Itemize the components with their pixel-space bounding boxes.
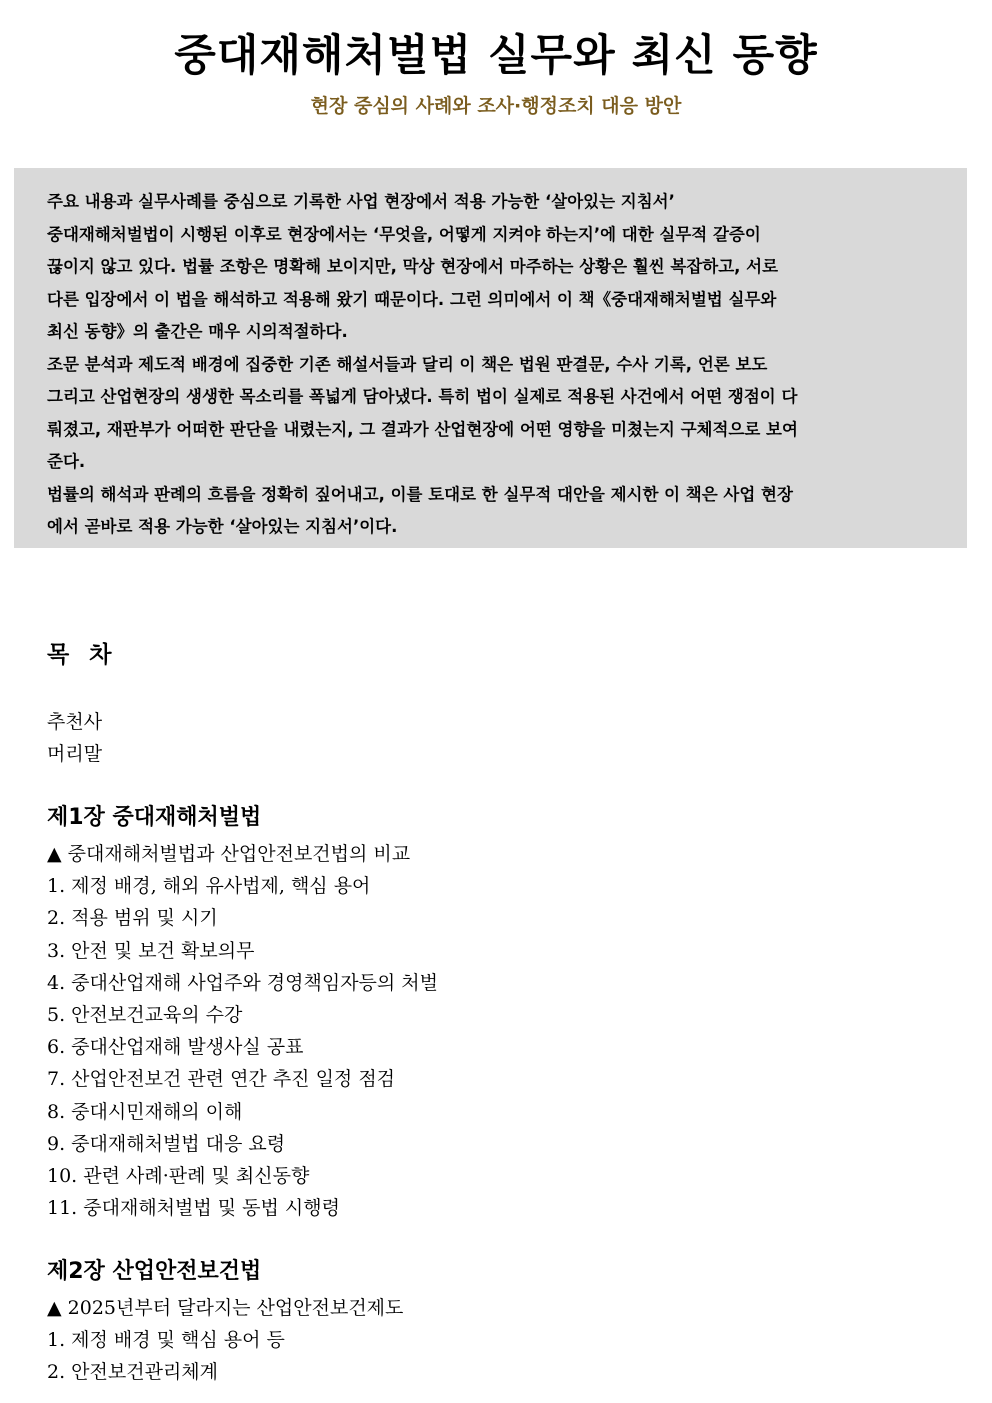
toc-item[interactable]: 11. 중대재해처벌법 및 동법 시행령 [47,1197,340,1220]
summary-box [14,168,967,548]
toc-chapter-1 [47,800,438,1224]
toc-item[interactable]: 1. 제정 배경, 해외 유사법제, 핵심 용어 [47,875,371,898]
toc-item[interactable]: 2. 적용 범위 및 시기 [47,907,218,930]
toc-item[interactable]: 2. 안전보건관리체계 [47,1361,218,1384]
document-title: 중대재해처벌법 실무와 최신 동향 [174,31,818,81]
toc-item[interactable]: ▲ 2025년부터 달라지는 산업안전보건제도 [47,1297,404,1319]
toc-item-foreword[interactable]: 추천사 [47,711,103,733]
toc-chapter-2 [47,1254,403,1389]
summary-line: 주요 내용과 실무사례를 중심으로 기록한 사업 현장에서 적용 가능한 ‘살아있는 지침서’ [47,192,675,211]
toc-item[interactable]: 3. 안전 및 보건 확보의무 [47,939,255,962]
document-subtitle: 현장 중심의 사례와 조사·행정조치 대응 방안 [310,95,682,117]
chapter-title[interactable]: 제1장 중대재해처벌법 [47,805,262,830]
toc-item[interactable]: 1. 제정 배경 및 핵심 용어 등 [47,1329,285,1352]
chapter-items [47,1292,403,1389]
summary-line: 뤄졌고, 재판부가 어떠한 판단을 내렸는지, 그 결과가 산업현장에 어떤 영향을 미쳤는지 구체적으로 보여 [47,419,798,439]
chapter-title[interactable]: 제2장 산업안전보건법 [47,1259,262,1284]
toc-item[interactable]: 10. 관련 사례·판례 및 최신동향 [47,1165,310,1188]
chapter-items [47,838,438,1224]
summary-line: 조문 분석과 제도적 배경에 집중한 기존 해설서들과 달리 이 책은 법원 판결문, 수사 기록, 언론 보도 [47,354,768,374]
summary-line: 법률의 해석과 판례의 흐름을 정확히 짚어내고, 이를 토대로 한 실무적 대안을 제시한 이 책은 사업 현장 [47,484,793,504]
summary-line: 끊이지 않고 있다. 법률 조항은 명확해 보이지만, 막상 현장에서 마주하는 상황은 훨씬 복잡하고, 서로 [47,257,779,276]
summary-line: 중대재해처벌법이 시행된 이후로 현장에서는 ‘무엇을, 어떻게 지켜야 하는지’에 대한 실무적 갈증이 [47,224,761,244]
toc-heading: 목 차 [47,642,118,668]
toc-item[interactable]: 8. 중대시민재해의 이해 [47,1100,243,1123]
toc-front-matter [47,706,102,770]
summary-line: 준다. [47,452,86,471]
summary-line: 다른 입장에서 이 법을 해석하고 적용해 왔기 때문이다. 그런 의미에서 이 책《중대재해처벌법 실무와 [47,289,777,309]
summary-line: 그리고 산업현장의 생생한 목소리를 폭넓게 담아냈다. 특히 법이 실제로 적용된 사건에서 어떤 쟁점이 다 [47,387,798,406]
toc-item[interactable]: ▲ 중대재해처벌법과 산업안전보건법의 비교 [47,843,411,865]
toc-item[interactable]: 6. 중대산업재해 발생사실 공표 [47,1036,304,1059]
summary-line: 최신 동향》의 출간은 매우 시의적절하다. [47,322,348,341]
summary-line: 에서 곧바로 적용 가능한 ‘살아있는 지침서’이다. [47,517,398,536]
toc-item-preface[interactable]: 머리말 [47,743,103,766]
toc-item[interactable]: 7. 산업안전보건 관련 연간 추진 일정 점검 [47,1068,396,1091]
toc-item[interactable]: 5. 안전보건교육의 수강 [47,1004,243,1027]
toc-item[interactable]: 9. 중대재해처벌법 대응 요령 [47,1132,286,1155]
toc-item[interactable]: 4. 중대산업재해 사업주와 경영책임자등의 처벌 [47,971,439,994]
